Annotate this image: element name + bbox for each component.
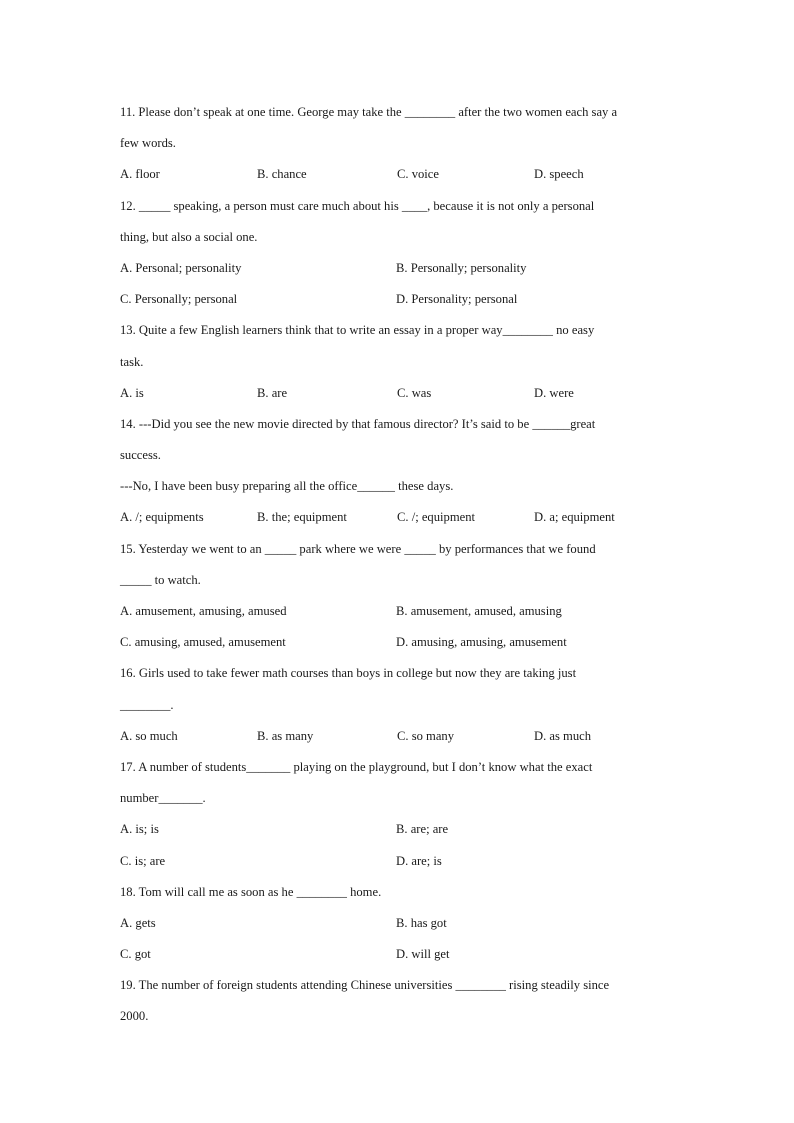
- option-a: A. is; is: [120, 822, 159, 837]
- question-16-options: [120, 724, 680, 755]
- option-d: D. will get: [396, 947, 450, 962]
- question-17-options-row-1: [120, 817, 680, 848]
- question-18-options-row-1: [120, 911, 680, 942]
- option-a: A. floor: [120, 167, 160, 182]
- question-15-options-row-2: [120, 630, 680, 661]
- option-b: B. amusement, amused, amusing: [396, 604, 562, 618]
- option-c: C. is; are: [120, 853, 166, 868]
- option-c: C. amusing, amused, amusement: [120, 635, 286, 650]
- option-b: B. has got: [396, 915, 447, 930]
- question-19-line-2: 2000.: [120, 1009, 149, 1024]
- option-a: A. so much: [120, 728, 178, 743]
- question-11-line-2: few words.: [120, 136, 176, 151]
- question-12-line-2: thing, but also a social one.: [120, 229, 258, 244]
- option-b: B. the; equipment: [257, 510, 347, 525]
- option-d: D. as much: [534, 728, 592, 743]
- option-b: B. are; are: [396, 822, 449, 837]
- question-17-options-row-2: [120, 849, 680, 880]
- question-14-options: [120, 505, 680, 536]
- question-11-line-1: 11. Please don’t speak at one time. George may take the ________ after the two women each say a: [120, 105, 618, 119]
- question-13-line-2: task.: [120, 354, 144, 369]
- option-a: A. Personal; personality: [120, 260, 242, 275]
- option-d: D. were: [534, 385, 574, 400]
- option-d: D. are; is: [396, 853, 442, 868]
- option-b: B. as many: [257, 728, 314, 743]
- question-14-line-2: success.: [120, 448, 161, 463]
- option-a: A. amusement, amusing, amused: [120, 604, 287, 618]
- question-11-options: [120, 162, 680, 193]
- option-c: C. voice: [397, 167, 439, 182]
- question-13-options: [120, 381, 680, 412]
- option-a: A. gets: [120, 915, 156, 930]
- question-15-options-row-1: [120, 599, 680, 630]
- question-17-line-2: number_______.: [120, 791, 206, 806]
- option-c: C. Personally; personal: [120, 292, 238, 307]
- option-d: D. a; equipment: [534, 510, 615, 525]
- option-b: B. chance: [257, 167, 307, 182]
- option-c: C. got: [120, 947, 151, 962]
- option-c: C. /; equipment: [397, 510, 476, 525]
- option-b: B. Personally; personality: [396, 260, 527, 275]
- question-19-line-1: 19. The number of foreign students attending Chinese universities ________ rising steadily since: [120, 978, 610, 993]
- question-13-line-1: 13. Quite a few English learners think that to write an essay in a proper way________ no easy: [120, 323, 595, 338]
- option-d: D. Personality; personal: [396, 292, 518, 307]
- question-16-line-1: 16. Girls used to take fewer math courses than boys in college but now they are taking just: [120, 666, 577, 681]
- question-12-options-row-2: [120, 287, 680, 318]
- option-a: A. is: [120, 385, 144, 400]
- question-18-options-row-2: [120, 942, 680, 973]
- question-sheet: [120, 100, 680, 1036]
- option-a: A. /; equipments: [120, 510, 204, 525]
- question-14-line-1: 14. ---Did you see the new movie directed by that famous director? It’s said to be ______great: [120, 416, 596, 431]
- question-15-line-2: _____ to watch.: [120, 572, 201, 587]
- question-15-line-1: 15. Yesterday we went to an _____ park where we were _____ by performances that we found: [120, 541, 596, 556]
- option-b: B. are: [257, 385, 288, 400]
- option-d: D. speech: [534, 167, 584, 182]
- question-12-line-1: 12. _____ speaking, a person must care much about his ____, because it is not only a personal: [120, 198, 595, 213]
- question-14-line-3: ---No, I have been busy preparing all the office______ these days.: [120, 479, 454, 494]
- question-16-line-2: ________.: [120, 697, 174, 712]
- option-c: C. so many: [397, 728, 455, 743]
- question-12-options-row-1: [120, 256, 680, 287]
- option-c: C. was: [397, 385, 432, 400]
- question-17-line-1: 17. A number of students_______ playing on the playground, but I don’t know what the exact: [120, 759, 593, 774]
- option-d: D. amusing, amusing, amusement: [396, 635, 567, 650]
- question-18-line-1: 18. Tom will call me as soon as he ________ home.: [120, 884, 382, 899]
